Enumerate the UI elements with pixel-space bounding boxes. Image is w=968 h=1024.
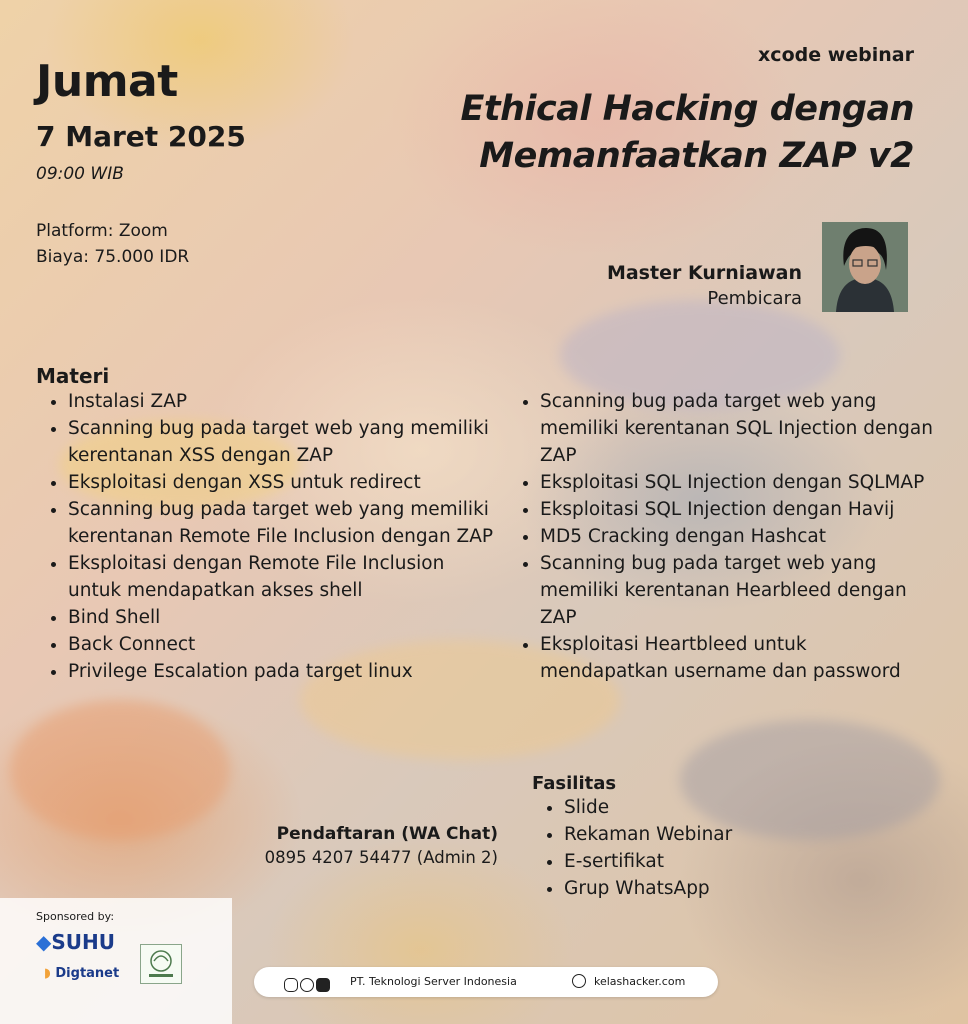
youtube-icon[interactable] [300, 978, 314, 992]
title-line-2: Memanfaatkan ZAP v2 [479, 136, 914, 176]
registration-number[interactable]: 0895 4207 54477 (Admin 2) [264, 848, 498, 867]
event-time: 09:00 WIB [36, 164, 124, 184]
digtanet-mark-icon: ◗ [44, 966, 51, 981]
materi-section [36, 364, 496, 685]
footer-bar [254, 967, 718, 997]
instagram-icon[interactable] [284, 978, 298, 992]
event-day: Jumat [36, 56, 178, 107]
event-fee: Biaya: 75.000 IDR [36, 247, 190, 267]
list-item: • Bind Shell [68, 604, 496, 631]
sponsor-panel [0, 898, 232, 1024]
list-item: • Rekaman Webinar [564, 821, 732, 848]
list-item: • Eksploitasi dengan Remote File Inclusion untuk mendapatkan akses shell [68, 550, 496, 604]
footer-company: PT. Teknologi Server Indonesia [350, 975, 517, 988]
list-item: • MD5 Cracking dengan Hashcat [540, 523, 938, 550]
list-item: • Back Connect [68, 631, 496, 658]
social-icons [284, 974, 332, 993]
materi-heading: Materi [36, 364, 110, 388]
jfl-sponsor-logo-icon [140, 944, 182, 984]
materi-list-right [508, 388, 938, 685]
globe-icon [572, 974, 586, 988]
suhu-logo [36, 930, 115, 954]
digtanet-logo-text: Digtanet [55, 966, 120, 981]
speaker-role: Pembicara [707, 288, 802, 309]
registration-heading: Pendaftaran (WA Chat) [276, 824, 498, 844]
brand-label: xcode webinar [758, 44, 914, 66]
title-line-1: Ethical Hacking dengan [460, 89, 914, 129]
suhu-logo-text: SUHU [51, 930, 116, 954]
footer-website-link[interactable]: kelashacker.com [594, 975, 686, 988]
event-platform: Platform: Zoom [36, 221, 168, 241]
webinar-title [461, 86, 915, 180]
list-item: • Grup WhatsApp [564, 875, 732, 902]
list-item: • Scanning bug pada target web yang memiliki kerentanan Remote File Inclusion dengan ZAP [68, 496, 496, 550]
list-item: • Scanning bug pada target web yang memiliki kerentanan Hearbleed dengan ZAP [540, 550, 938, 631]
speaker-name: Master Kurniawan [606, 262, 802, 284]
list-item: • Privilege Escalation pada target linux [68, 658, 496, 685]
sponsored-by-label: Sponsored by: [36, 910, 115, 923]
list-item: • Eksploitasi SQL Injection dengan SQLMAP [540, 469, 938, 496]
speaker-avatar-icon [822, 222, 908, 312]
list-item: • Eksploitasi SQL Injection dengan Havij [540, 496, 938, 523]
fasilitas-list [532, 794, 732, 902]
list-item: • Eksploitasi dengan XSS untuk redirect [68, 469, 496, 496]
list-item: • Slide [564, 794, 732, 821]
materi-right-column [508, 388, 938, 685]
fasilitas-heading: Fasilitas [532, 773, 617, 794]
event-date: 7 Maret 2025 [36, 120, 246, 153]
event-details [36, 218, 189, 270]
fasilitas-section [532, 773, 732, 902]
linkedin-icon[interactable] [316, 978, 330, 992]
digtanet-logo [44, 966, 119, 981]
list-item: • Instalasi ZAP [68, 388, 496, 415]
paint-stroke [10, 700, 230, 840]
speaker-photo [822, 222, 908, 312]
list-item: • Scanning bug pada target web yang memiliki kerentanan SQL Injection dengan ZAP [540, 388, 938, 469]
materi-list-left [36, 388, 496, 685]
list-item: • Scanning bug pada target web yang memiliki kerentanan XSS dengan ZAP [68, 415, 496, 469]
suhu-diamond-icon: ◆ [36, 930, 52, 954]
list-item: • E-sertifikat [564, 848, 732, 875]
list-item: • Eksploitasi Heartbleed untuk mendapatkan username dan password [540, 631, 938, 685]
registration-block [265, 824, 498, 867]
